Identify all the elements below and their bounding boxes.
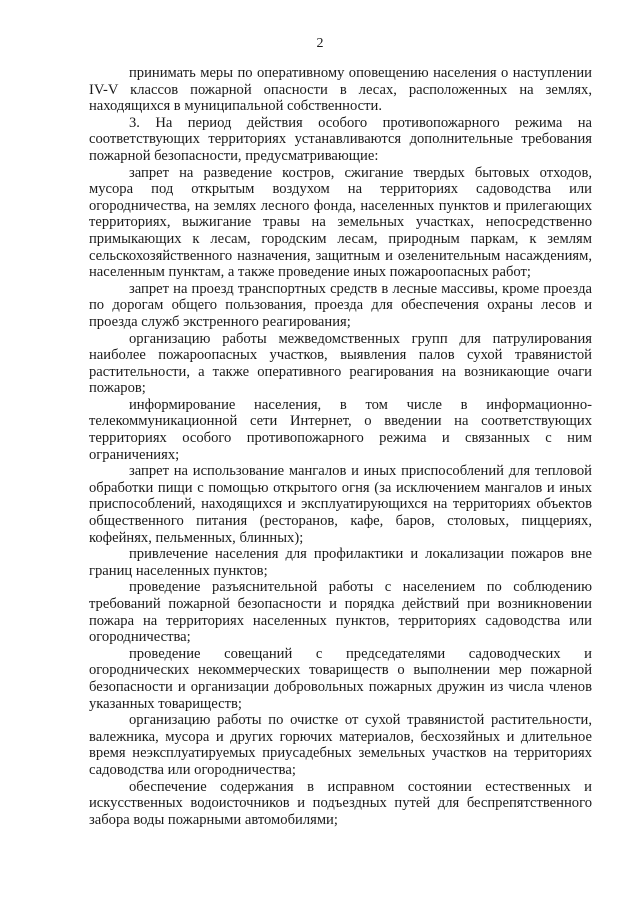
paragraph-grill-ban: запрет на использование мангалов и иных приспособлений для тепловой обработки пищи с помощью открытого огня (за исключением мангалов и иных приспособлений, находящихся и эксплуатирующихся на территориях объектов общественного питания (ресторанов, кафе, баров, столовых, пиццериях, кофейнях, пельменных, блинных); xyxy=(89,463,592,546)
paragraph-patrol-groups: организацию работы межведомственных групп для патрулирования наиболее пожароопасных участков, выявления палов сухой травянистой растительности, а также оперативного реагирования на возникающие очаги пожаров; xyxy=(89,330,592,397)
paragraph-water-sources: обеспечение содержания в исправном состоянии естественных и искусственных водоисточников и подъездных путей для беспрепятственного забора воды пожарными автомобилями; xyxy=(89,778,592,828)
paragraph-special-regime: 3. На период действия особого противопожарного режима на соответствующих территориях устанавливаются дополнительные требования пожарной безопасности, предусматривающие: xyxy=(89,114,592,164)
paragraph-meetings: проведение совещаний с председателями садоводческих и огороднических некоммерческих товариществ о выполнении мер пожарной безопасности и организации добровольных пожарных дружин из числа членов указанных товариществ; xyxy=(89,645,592,712)
paragraph-alert-measures: принимать меры по оперативному оповещению населения о наступлении IV-V классов пожарной опасности в лесах, расположенных на землях, находящихся в муниципальной собственности. xyxy=(89,65,592,115)
paragraph-explanatory-work: проведение разъяснительной работы с населением по соблюдению требований пожарной безопасности и порядка действий при возникновении пожара на территориях населенных пунктов, территориях садоводства или огородничества; xyxy=(89,579,592,646)
paragraph-fire-ban: запрет на разведение костров, сжигание твердых бытовых отходов, мусора под открытым воздухом на территориях садоводства или огородничества, на землях лесного фонда, населенных пунктов и прилегающих территориях, выжигание травы на земельных участках, непосредственно примыкающих к лесам, городским лесам, природным паркам, к землям сельскохозяйственного назначения, защитным и озеленительным насаждениям, населенным пунктам, а также проведение иных пожароопасных работ; xyxy=(89,164,592,281)
paragraph-public-informing: информирование населения, в том числе в информационно-телекоммуникационной сети Интернет, о введении на соответствующих территориях особого противопожарного режима и связанных с ним ограничениях; xyxy=(89,396,592,463)
document-body xyxy=(89,65,592,828)
page-number: 2 xyxy=(316,36,324,51)
paragraph-cleaning-work: организацию работы по очистке от сухой травянистой растительности, валежника, мусора и других горючих материалов, бесхозяйных и длительное время неэксплуатируемых приусадебных земельных участков на территориях садоводства или огородничества; xyxy=(89,712,592,778)
paragraph-vehicle-ban: запрет на проезд транспортных средств в лесные массивы, кроме проезда по дорогам общего пользования, проезда для обеспечения охраны лесов и проезда служб экстренного реагирования; xyxy=(89,280,592,330)
paragraph-population-involvement: привлечение населения для профилактики и локализации пожаров вне границ населенных пунктов; xyxy=(89,546,592,579)
